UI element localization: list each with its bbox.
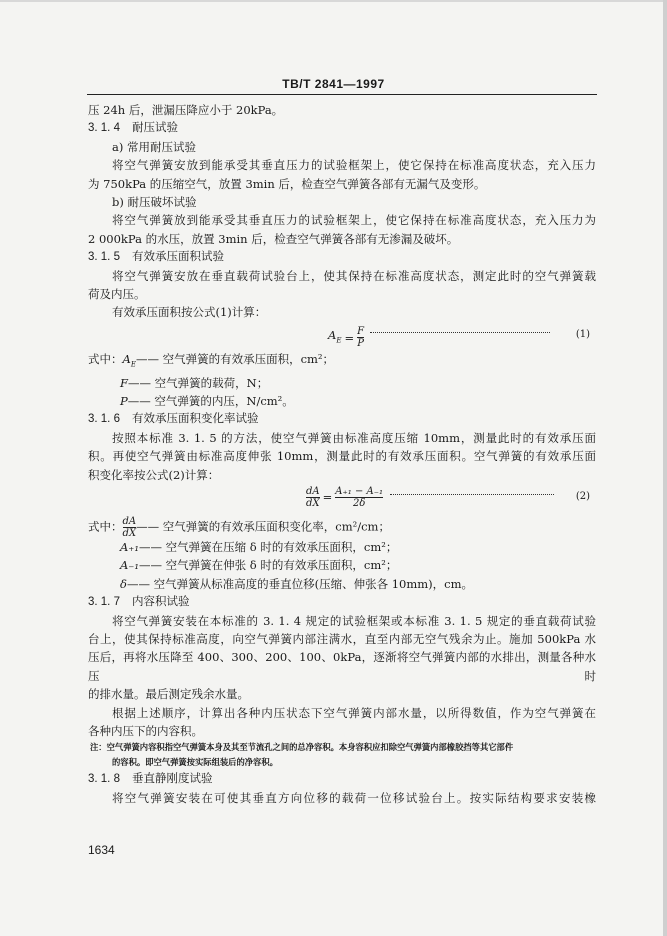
formula-rhs-fraction: $\frac{\text{A₊₁ − A₋₁}}{2\delta}$ <box>335 486 384 510</box>
paragraph-line: 将空气弹簧安装在本标准的 3. 1. 4 规定的试验框架或本标准 3. 1. 5 规定的垂直载荷试验 <box>112 613 596 628</box>
running-header: TB/T 2841—1997 <box>282 77 385 91</box>
equation-number: (2) <box>575 491 590 503</box>
section-number: 3. 1. 6 <box>88 413 120 426</box>
formula-2 <box>88 484 596 516</box>
paragraph-line: 根据上述顺序，计算出各种内压状态下空气弹簧内部水量，以所得数值，作为空气弹簧在 <box>112 705 596 720</box>
section-heading-3-1-7 <box>88 593 596 611</box>
where-line: F—— 空气弹簧的载荷，N； <box>120 375 269 390</box>
leader-dots <box>370 332 550 333</box>
note <box>88 740 596 770</box>
formula-1 <box>88 322 596 350</box>
paragraph-line: 的排水量。最后测定残余水量。 <box>88 687 249 702</box>
subheading-b: b) 耐压破坏试验 <box>112 195 197 210</box>
page-body <box>88 101 596 807</box>
paragraph-line: 按照本标准 3. 1. 5 的方法，使空气弹簧由标准高度压缩 10mm，测量此时的有效承压面 <box>112 430 596 445</box>
section-title: 有效承压面积变化率试验 <box>132 413 259 426</box>
paragraph-line: 2 000kPa 的水压，放置 3min 后，检查空气弹簧各部有无渗漏及破坏。 <box>88 231 459 246</box>
leader-dots <box>390 494 554 495</box>
where-line: 式中： $\frac{dA}{dX}$ —— 空气弹簧的有效承压面积变化率，cm²/cm； <box>88 516 390 540</box>
formula-equals: = <box>344 330 355 345</box>
formula-equals: = <box>322 490 333 505</box>
paragraph-line: 各种内压下的内容积。 <box>88 724 203 739</box>
page-top-edge <box>0 0 667 2</box>
page-number: 1634 <box>88 843 115 857</box>
section-heading-3-1-4 <box>88 119 596 137</box>
section-title: 耐压试验 <box>132 122 178 135</box>
equation-number: (1) <box>575 328 590 340</box>
paragraph-line: 有效承压面积按公式(1)计算： <box>112 305 267 320</box>
section-number: 3. 1. 7 <box>88 596 120 609</box>
section-heading-3-1-5 <box>88 248 596 266</box>
section-number: 3. 1. 4 <box>88 122 120 135</box>
paragraph-line: 为 750kPa 的压缩空气，放置 3min 后，检查空气弹簧各部有无漏气及变形。 <box>88 176 486 191</box>
paragraph-line: 积。再使空气弹簧由标准高度伸张 10mm，测量此时的有效承压面积。空气弹簧的有效承压面 <box>88 449 596 464</box>
paragraph-line: 压 24h 后，泄漏压降应小于 20kPa。 <box>88 103 284 117</box>
paragraph-line: 将空气弹簧安装在可使其垂直方向位移的载荷一位移试验台上。按实际结构要求安装橡 <box>112 790 596 805</box>
note-line: 的容积。即空气弹簧按实际组装后的净容积。 <box>112 757 278 768</box>
where-line: A₊₁—— 空气弹簧在压缩 δ 时的有效承压面积，cm²； <box>120 540 398 555</box>
paragraph-line: 积变化率按公式(2)计算： <box>88 467 220 482</box>
where-line: δ—— 空气弹簧从标准高度的垂直位移(压缩、伸张各 10mm)，cm。 <box>120 576 474 591</box>
section-heading-3-1-6 <box>88 410 596 428</box>
page-right-edge <box>663 0 667 936</box>
section-title: 有效承压面积试验 <box>132 251 224 264</box>
note-line: 注：空气弹簧内容积指空气弹簧本身及其至节流孔之间的总净容积。本身容积应扣除空气弹簧内部橡胶挡等其它部件 <box>90 742 514 753</box>
paragraph-line: 荷及内压。 <box>88 287 146 302</box>
formula-lhs: $A_E$ <box>328 327 342 345</box>
header-rule <box>87 94 597 95</box>
paragraph-line: 将空气弹簧安放到能承受其垂直压力的试验框架上，使它保持在标准高度状态，充入压力 <box>112 158 596 173</box>
subheading-a: a) 常用耐压试验 <box>112 139 196 154</box>
section-number: 3. 1. 5 <box>88 251 120 264</box>
section-title: 垂直静刚度试验 <box>132 773 213 786</box>
paragraph-line: 台上，使其保持标准高度，向空气弹簧内部注满水，直至内部无空气残余为止。施加 500kPa 水 <box>88 632 596 647</box>
formula-fraction: $\frac{F}{P}$ <box>357 326 365 350</box>
where-line: P—— 空气弹簧的内压，N/cm²。 <box>120 393 294 408</box>
section-number: 3. 1. 8 <box>88 773 120 786</box>
paragraph-line: 将空气弹簧安放在垂直载荷试验台上，使其保持在标准高度状态，测定此时的空气弹簧载 <box>112 268 596 283</box>
section-heading-3-1-8 <box>88 770 596 788</box>
section-title: 内容积试验 <box>132 596 190 609</box>
formula-lhs-fraction: $\frac{dA}{dX}$ <box>306 486 320 510</box>
paragraph-line: 将空气弹簧放到能承受其垂直压力的试验框架上，使它保持在标准高度状态，充入压力为 <box>112 213 596 228</box>
where-line: 式中：$A_E——$ 空气弹簧的有效承压面积，cm²； <box>88 351 335 369</box>
where-line: A₋₁—— 空气弹簧在伸张 δ 时的有效承压面积，cm²； <box>120 558 398 573</box>
paragraph-line: 压后，再将水压降至 400、300、200、100、0kPa，逐渐将空气弹簧内部的水排出，测量各种水压时 <box>88 650 596 683</box>
